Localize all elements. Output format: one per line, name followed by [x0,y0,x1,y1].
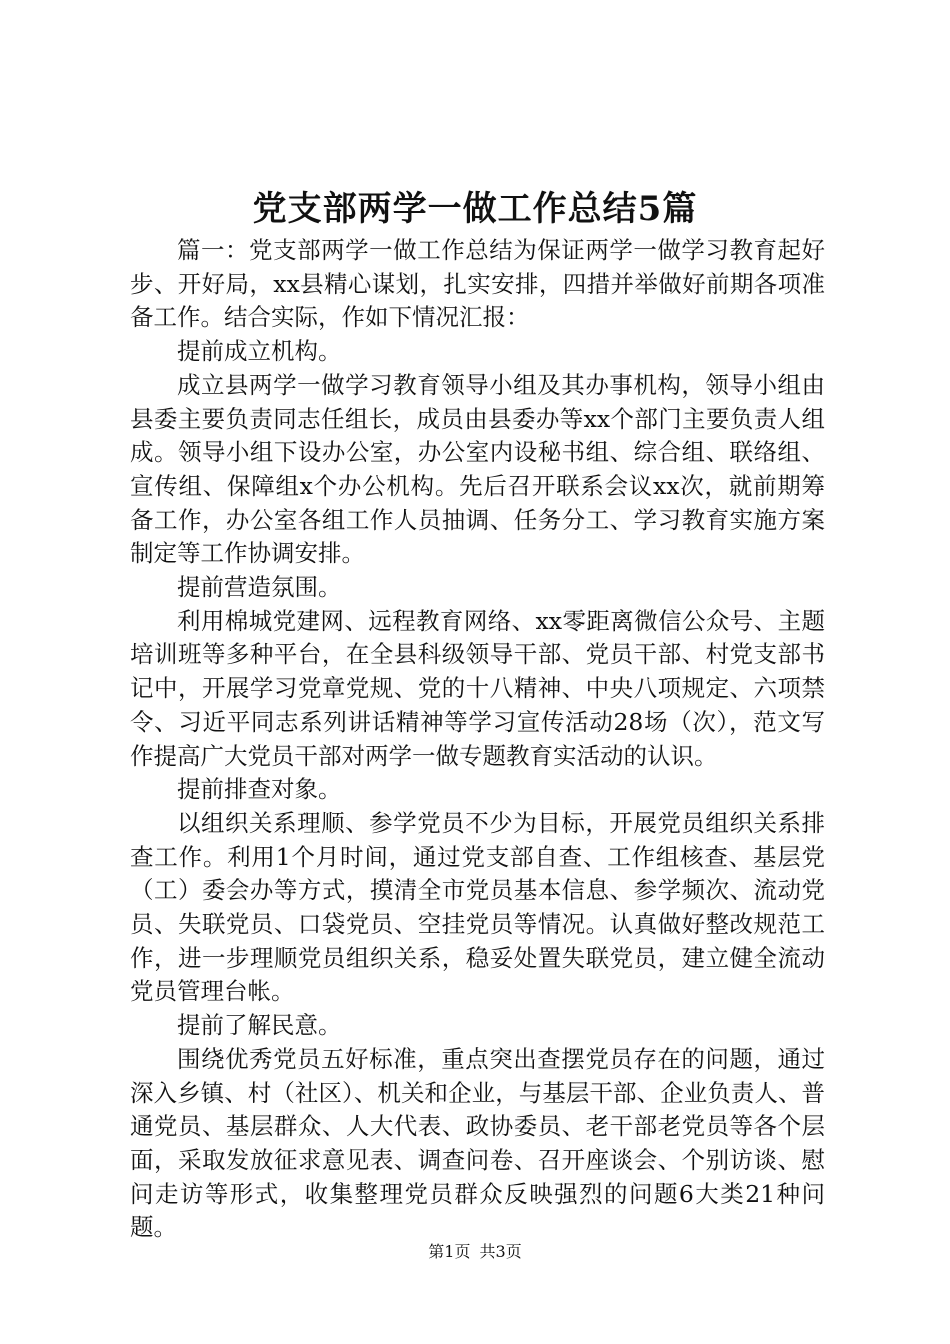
section-heading-1: 提前成立机构。 [177,337,342,366]
paragraph-intro: 篇一：党支部两学一做工作总结为保证两学一做学习教育起好步、开好局，xx县精心谋划，扎实安排，四措并举做好前期各项准备工作。结合实际，作如下情况汇报： [130,236,825,332]
document-title: 党支部两学一做工作总结5篇 [252,189,698,229]
paragraph-2: 利用棉城党建网、远程教育网络、xx零距离微信公众号、主题培训班等多种平台，在全县科级领导干部、党员干部、村党支部书记中，开展学习党章党规、党的十八精神、中央八项规定、六项禁令、习近平同志系列讲话精神等学习宣传活动28场（次），范文写作提高广大党员干部对两学一做专题教育实活动的认识。 [130,606,825,770]
page-number: 第1页 [428,1242,471,1261]
paragraph-1: 成立县两学一做学习教育领导小组及其办事机构，领导小组由县委主要负责同志任组长，成员由县委办等xx个部门主要负责人组成。领导小组下设办公室，办公室内设秘书组、综合组、联络组、宣传组、保障组x个办公机构。先后召开联系会议xx次，就前期筹备工作，办公室各组工作人员抽调、任务分工、学习教育实施方案制定等工作协调安排。 [130,370,825,568]
page-footer [0,1242,950,1262]
section-heading-3: 提前排查对象。 [177,775,342,804]
paragraph-3: 以组织关系理顺、参学党员不少为目标，开展党员组织关系排查工作。利用1个月时间，通过党支部自查、工作组核查、基层党（工）委会办等方式，摸清全市党员基本信息、参学频次、流动党员、失联党员、口袋党员、空挂党员等情况。认真做好整改规范工作，进一步理顺党员组织关系，稳妥处置失联党员，建立健全流动党员管理台帐。 [130,808,825,1006]
section-heading-2: 提前营造氛围。 [177,573,342,602]
section-heading-4: 提前了解民意。 [177,1011,342,1040]
paragraph-4: 围绕优秀党员五好标准，重点突出查摆党员存在的问题，通过深入乡镇、村（社区）、机关和企业，与基层干部、企业负责人、普通党员、基层群众、人大代表、政协委员、老干部老党员等各个层面，采取发放征求意见表、调查问卷、召开座谈会、个别访谈、慰问走访等形式，收集整理党员群众反映强烈的问题6大类21种问题。 [130,1044,825,1242]
document-body [130,234,825,1245]
page-total: 共3页 [479,1242,522,1261]
